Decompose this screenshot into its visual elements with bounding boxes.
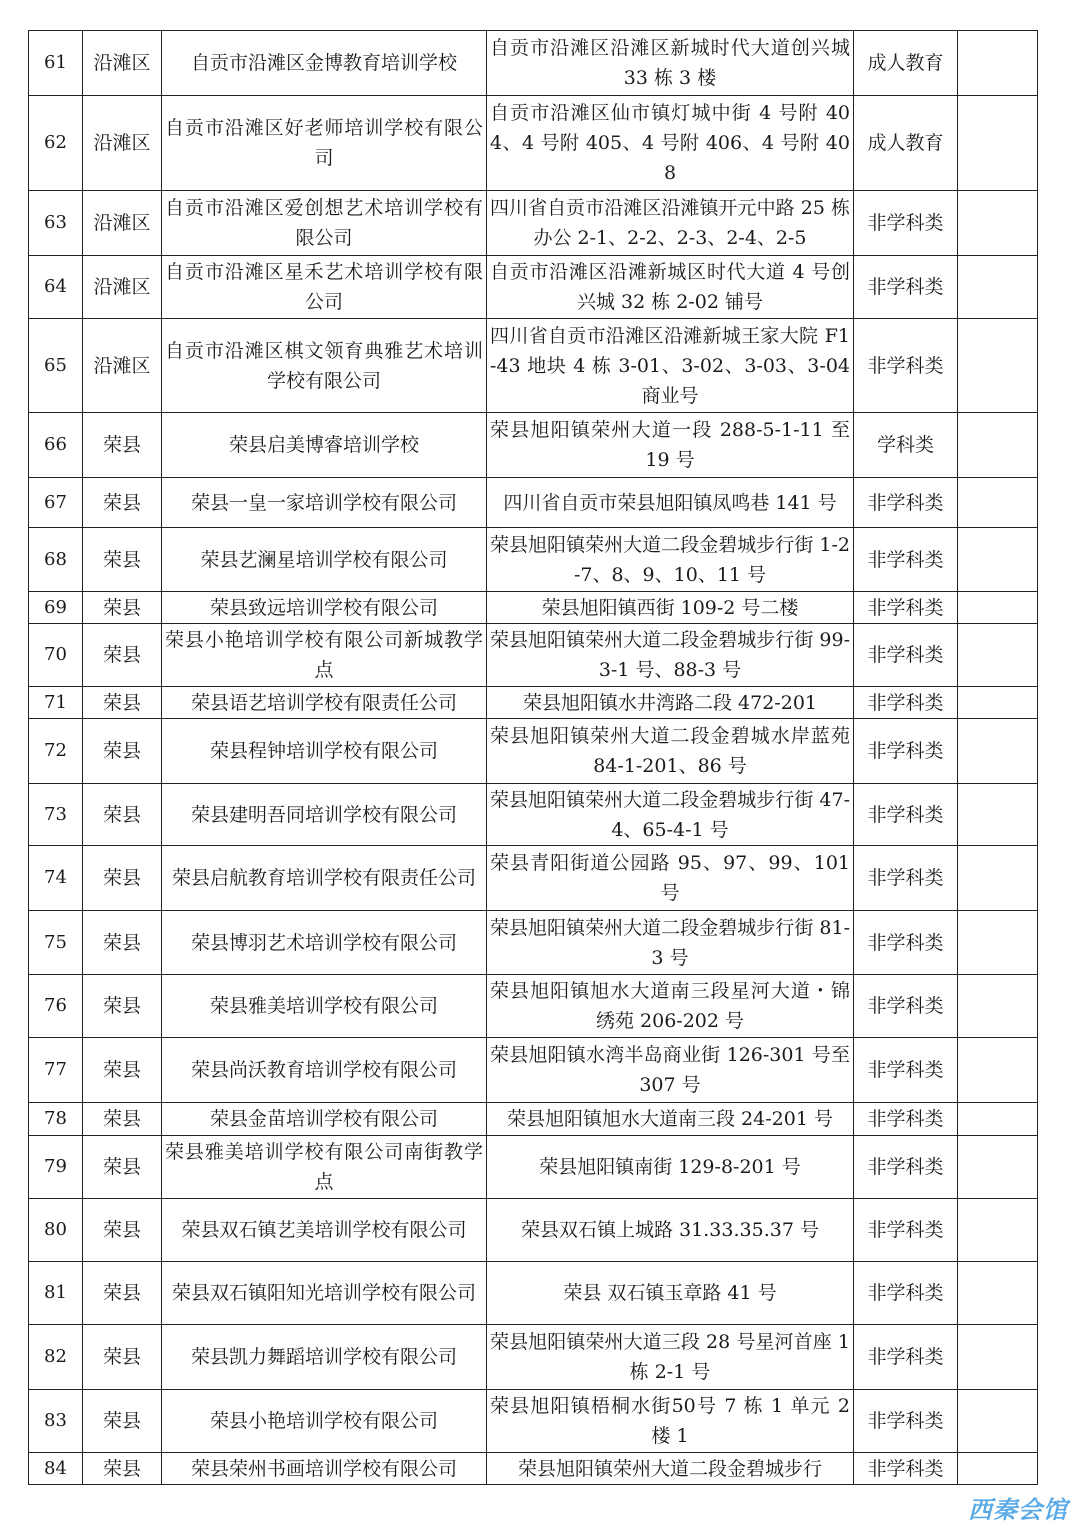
address-cell: 荣县青阳街道公园路 95、97、99、101 号 bbox=[487, 846, 854, 911]
district-cell: 荣县 bbox=[83, 624, 162, 687]
district-cell: 荣县 bbox=[83, 478, 162, 528]
address-cell: 四川省自贡市沿滩区沿滩新城王家大院 F1-43 地块 4 栋 3-01、3-02、3-03、3-04 商业号 bbox=[487, 319, 854, 413]
table-row bbox=[29, 191, 1038, 256]
school-name-cell: 自贡市沿滩区爱创想艺术培训学校有限公司 bbox=[162, 191, 487, 256]
district-cell: 沿滩区 bbox=[83, 319, 162, 413]
table-row bbox=[29, 911, 1038, 975]
address-cell: 荣县旭阳镇荣州大道三段 28 号星河首座 1 栋 2-1 号 bbox=[487, 1325, 854, 1390]
district-cell: 荣县 bbox=[83, 719, 162, 784]
row-number: 64 bbox=[29, 256, 83, 319]
table-row bbox=[29, 478, 1038, 528]
category-cell: 非学科类 bbox=[854, 719, 958, 784]
address-cell: 荣县旭阳镇西街 109-2 号二楼 bbox=[487, 592, 854, 624]
row-number: 69 bbox=[29, 592, 83, 624]
school-name-cell: 荣县雅美培训学校有限公司 bbox=[162, 975, 487, 1038]
note-cell bbox=[958, 256, 1038, 319]
note-cell bbox=[958, 1390, 1038, 1453]
row-number: 74 bbox=[29, 846, 83, 911]
address-cell: 荣县旭阳镇水湾半岛商业街 126-301 号至 307 号 bbox=[487, 1038, 854, 1103]
school-name-cell: 荣县金苗培训学校有限公司 bbox=[162, 1103, 487, 1136]
district-cell: 荣县 bbox=[83, 1325, 162, 1390]
school-name-cell: 自贡市沿滩区好老师培训学校有限公司 bbox=[162, 96, 487, 191]
school-name-cell: 自贡市沿滩区棋文领育典雅艺术培训学校有限公司 bbox=[162, 319, 487, 413]
table-row bbox=[29, 1453, 1038, 1485]
note-cell bbox=[958, 975, 1038, 1038]
school-name-cell: 荣县小艳培训学校有限公司 bbox=[162, 1390, 487, 1453]
district-cell: 荣县 bbox=[83, 911, 162, 975]
school-name-cell: 荣县雅美培训学校有限公司南街教学点 bbox=[162, 1136, 487, 1199]
note-cell bbox=[958, 687, 1038, 719]
district-cell: 荣县 bbox=[83, 592, 162, 624]
address-cell: 荣县旭阳镇旭水大道南三段星河大道・锦绣苑 206-202 号 bbox=[487, 975, 854, 1038]
district-cell: 荣县 bbox=[83, 1390, 162, 1453]
table-row bbox=[29, 784, 1038, 846]
category-cell: 非学科类 bbox=[854, 1199, 958, 1262]
row-number: 67 bbox=[29, 478, 83, 528]
address-cell: 荣县旭阳镇荣州大道二段金碧城步行街 99-3-1 号、88-3 号 bbox=[487, 624, 854, 687]
table-row bbox=[29, 31, 1038, 96]
district-cell: 沿滩区 bbox=[83, 96, 162, 191]
category-cell: 非学科类 bbox=[854, 784, 958, 846]
address-cell: 荣县旭阳镇荣州大道二段金碧城步行街 81-3 号 bbox=[487, 911, 854, 975]
row-number: 75 bbox=[29, 911, 83, 975]
category-cell: 非学科类 bbox=[854, 1453, 958, 1485]
category-cell: 非学科类 bbox=[854, 1038, 958, 1103]
school-name-cell: 荣县启美博睿培训学校 bbox=[162, 413, 487, 478]
note-cell bbox=[958, 846, 1038, 911]
district-cell: 荣县 bbox=[83, 1262, 162, 1325]
row-number: 61 bbox=[29, 31, 83, 96]
address-cell: 荣县旭阳镇荣州大道二段金碧城水岸蓝苑 84-1-201、86 号 bbox=[487, 719, 854, 784]
note-cell bbox=[958, 96, 1038, 191]
note-cell bbox=[958, 592, 1038, 624]
note-cell bbox=[958, 1199, 1038, 1262]
school-name-cell: 荣县双石镇阳知光培训学校有限公司 bbox=[162, 1262, 487, 1325]
table-row bbox=[29, 96, 1038, 191]
category-cell: 非学科类 bbox=[854, 1262, 958, 1325]
category-cell: 非学科类 bbox=[854, 975, 958, 1038]
note-cell bbox=[958, 319, 1038, 413]
table-body bbox=[29, 31, 1038, 1485]
address-cell: 四川省自贡市沿滩区沿滩镇开元中路 25 栋办公 2-1、2-2、2-3、2-4、2-5 bbox=[487, 191, 854, 256]
address-cell: 荣县旭阳镇荣州大道一段 288-5-1-11 至 19 号 bbox=[487, 413, 854, 478]
training-school-table bbox=[28, 30, 1038, 1485]
school-name-cell: 荣县程钟培训学校有限公司 bbox=[162, 719, 487, 784]
district-cell: 荣县 bbox=[83, 1136, 162, 1199]
table-row bbox=[29, 1199, 1038, 1262]
row-number: 70 bbox=[29, 624, 83, 687]
note-cell bbox=[958, 528, 1038, 592]
school-name-cell: 荣县艺澜星培训学校有限公司 bbox=[162, 528, 487, 592]
category-cell: 成人教育 bbox=[854, 31, 958, 96]
row-number: 65 bbox=[29, 319, 83, 413]
category-cell: 非学科类 bbox=[854, 1390, 958, 1453]
category-cell: 非学科类 bbox=[854, 911, 958, 975]
table-row bbox=[29, 1038, 1038, 1103]
table-row bbox=[29, 1136, 1038, 1199]
table-row bbox=[29, 975, 1038, 1038]
district-cell: 沿滩区 bbox=[83, 191, 162, 256]
note-cell bbox=[958, 191, 1038, 256]
school-name-cell: 荣县一皇一家培训学校有限公司 bbox=[162, 478, 487, 528]
watermark-logo: 西秦会馆 bbox=[968, 1496, 1068, 1524]
address-cell: 自贡市沿滩区沿滩新城区时代大道 4 号创兴城 32 栋 2-02 铺号 bbox=[487, 256, 854, 319]
row-number: 72 bbox=[29, 719, 83, 784]
category-cell: 非学科类 bbox=[854, 528, 958, 592]
row-number: 66 bbox=[29, 413, 83, 478]
school-name-cell: 荣县凯力舞蹈培训学校有限公司 bbox=[162, 1325, 487, 1390]
school-name-cell: 荣县致远培训学校有限公司 bbox=[162, 592, 487, 624]
school-name-cell: 荣县双石镇艺美培训学校有限公司 bbox=[162, 1199, 487, 1262]
category-cell: 非学科类 bbox=[854, 1325, 958, 1390]
table-row bbox=[29, 1103, 1038, 1136]
table-row bbox=[29, 719, 1038, 784]
district-cell: 荣县 bbox=[83, 1038, 162, 1103]
category-cell: 非学科类 bbox=[854, 256, 958, 319]
address-cell: 自贡市沿滩区沿滩区新城时代大道创兴城 33 栋 3 楼 bbox=[487, 31, 854, 96]
row-number: 68 bbox=[29, 528, 83, 592]
table-row bbox=[29, 319, 1038, 413]
district-cell: 荣县 bbox=[83, 1453, 162, 1485]
row-number: 77 bbox=[29, 1038, 83, 1103]
note-cell bbox=[958, 719, 1038, 784]
school-name-cell: 荣县荣州书画培训学校有限公司 bbox=[162, 1453, 487, 1485]
district-cell: 沿滩区 bbox=[83, 256, 162, 319]
row-number: 83 bbox=[29, 1390, 83, 1453]
table-row bbox=[29, 413, 1038, 478]
school-name-cell: 荣县启航教育培训学校有限责任公司 bbox=[162, 846, 487, 911]
note-cell bbox=[958, 1038, 1038, 1103]
table-row bbox=[29, 256, 1038, 319]
address-cell: 荣县 双石镇玉章路 41 号 bbox=[487, 1262, 854, 1325]
district-cell: 沿滩区 bbox=[83, 31, 162, 96]
table-row bbox=[29, 592, 1038, 624]
category-cell: 非学科类 bbox=[854, 592, 958, 624]
note-cell bbox=[958, 1453, 1038, 1485]
district-cell: 荣县 bbox=[83, 687, 162, 719]
table-row bbox=[29, 624, 1038, 687]
category-cell: 非学科类 bbox=[854, 191, 958, 256]
table-row bbox=[29, 1390, 1038, 1453]
school-name-cell: 荣县小艳培训学校有限公司新城教学点 bbox=[162, 624, 487, 687]
district-cell: 荣县 bbox=[83, 1103, 162, 1136]
row-number: 76 bbox=[29, 975, 83, 1038]
district-cell: 荣县 bbox=[83, 413, 162, 478]
note-cell bbox=[958, 784, 1038, 846]
row-number: 81 bbox=[29, 1262, 83, 1325]
address-cell: 荣县旭阳镇旭水大道南三段 24-201 号 bbox=[487, 1103, 854, 1136]
category-cell: 非学科类 bbox=[854, 624, 958, 687]
address-cell: 荣县旭阳镇荣州大道二段金碧城步行街 1-2-7、8、9、10、11 号 bbox=[487, 528, 854, 592]
row-number: 84 bbox=[29, 1453, 83, 1485]
address-cell: 自贡市沿滩区仙市镇灯城中街 4 号附 404、4 号附 405、4 号附 406、4 号附 408 bbox=[487, 96, 854, 191]
row-number: 78 bbox=[29, 1103, 83, 1136]
row-number: 79 bbox=[29, 1136, 83, 1199]
school-name-cell: 自贡市沿滩区金博教育培训学校 bbox=[162, 31, 487, 96]
school-name-cell: 荣县语艺培训学校有限责任公司 bbox=[162, 687, 487, 719]
school-name-cell: 荣县建明吾同培训学校有限公司 bbox=[162, 784, 487, 846]
table-row bbox=[29, 1262, 1038, 1325]
category-cell: 非学科类 bbox=[854, 1136, 958, 1199]
district-cell: 荣县 bbox=[83, 528, 162, 592]
row-number: 80 bbox=[29, 1199, 83, 1262]
address-cell: 荣县双石镇上城路 31.33.35.37 号 bbox=[487, 1199, 854, 1262]
school-name-cell: 自贡市沿滩区星禾艺术培训学校有限公司 bbox=[162, 256, 487, 319]
note-cell bbox=[958, 1262, 1038, 1325]
note-cell bbox=[958, 1325, 1038, 1390]
table-row bbox=[29, 1325, 1038, 1390]
note-cell bbox=[958, 413, 1038, 478]
note-cell bbox=[958, 1103, 1038, 1136]
district-cell: 荣县 bbox=[83, 975, 162, 1038]
school-name-cell: 荣县尚沃教育培训学校有限公司 bbox=[162, 1038, 487, 1103]
category-cell: 非学科类 bbox=[854, 1103, 958, 1136]
note-cell bbox=[958, 31, 1038, 96]
address-cell: 荣县旭阳镇梧桐水街50号 7 栋 1 单元 2 楼 1 bbox=[487, 1390, 854, 1453]
address-cell: 荣县旭阳镇水井湾路二段 472-201 bbox=[487, 687, 854, 719]
district-cell: 荣县 bbox=[83, 846, 162, 911]
note-cell bbox=[958, 624, 1038, 687]
district-cell: 荣县 bbox=[83, 1199, 162, 1262]
row-number: 71 bbox=[29, 687, 83, 719]
school-name-cell: 荣县博羽艺术培训学校有限公司 bbox=[162, 911, 487, 975]
district-cell: 荣县 bbox=[83, 784, 162, 846]
table-row bbox=[29, 687, 1038, 719]
table-row bbox=[29, 846, 1038, 911]
table-row bbox=[29, 528, 1038, 592]
category-cell: 非学科类 bbox=[854, 478, 958, 528]
category-cell: 成人教育 bbox=[854, 96, 958, 191]
note-cell bbox=[958, 478, 1038, 528]
row-number: 63 bbox=[29, 191, 83, 256]
address-cell: 荣县旭阳镇南街 129-8-201 号 bbox=[487, 1136, 854, 1199]
category-cell: 非学科类 bbox=[854, 846, 958, 911]
note-cell bbox=[958, 911, 1038, 975]
address-cell: 荣县旭阳镇荣州大道二段金碧城步行 bbox=[487, 1453, 854, 1485]
category-cell: 非学科类 bbox=[854, 687, 958, 719]
row-number: 62 bbox=[29, 96, 83, 191]
address-cell: 荣县旭阳镇荣州大道二段金碧城步行街 47-4、65-4-1 号 bbox=[487, 784, 854, 846]
category-cell: 学科类 bbox=[854, 413, 958, 478]
row-number: 82 bbox=[29, 1325, 83, 1390]
address-cell: 四川省自贡市荣县旭阳镇凤鸣巷 141 号 bbox=[487, 478, 854, 528]
note-cell bbox=[958, 1136, 1038, 1199]
category-cell: 非学科类 bbox=[854, 319, 958, 413]
row-number: 73 bbox=[29, 784, 83, 846]
